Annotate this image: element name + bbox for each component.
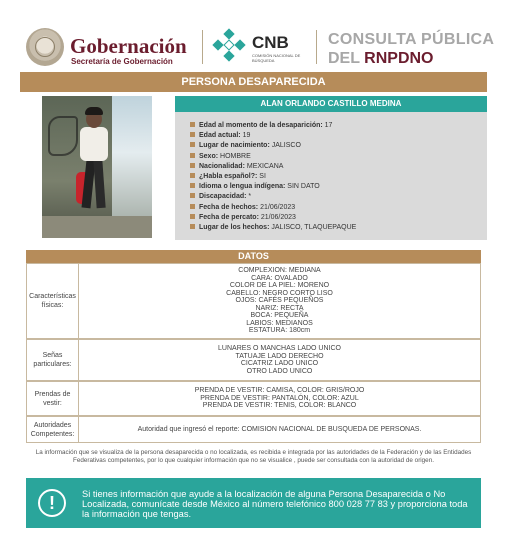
info-label: Fecha de percato:	[199, 213, 259, 221]
datos-line: CICATRIZ LADO UNICO	[240, 360, 319, 367]
person-name: ALAN ORLANDO CASTILLO MEDINA	[175, 96, 487, 112]
datos-values	[79, 340, 480, 380]
info-value: 21/06/2023	[260, 203, 296, 211]
footer-text: Si tienes información que ayude a la localización de alguna Persona Desaparecida o No Localizada, comunícate desde México al número telefónico 800 028 77 83 y proporciona toda la información que tengas.	[82, 489, 468, 519]
person-info-panel	[175, 112, 487, 240]
bullet-square-icon	[190, 183, 195, 188]
datos-values	[79, 264, 480, 338]
datos-line: NARIZ: RECTA	[255, 304, 304, 312]
info-label: Edad al momento de la desaparición:	[199, 122, 323, 129]
info-value: SIN DATO	[287, 183, 320, 191]
info-row	[190, 131, 487, 141]
info-value: SI	[259, 173, 266, 181]
info-value: 17	[324, 122, 333, 129]
datos-row-senas	[26, 339, 481, 381]
info-value: MEXICANA	[246, 162, 284, 170]
info-row	[190, 152, 487, 162]
datos-label: Autoridades Competentes:	[27, 417, 79, 442]
coat-of-arms-seal-icon	[26, 28, 64, 66]
datos-line: BOCA: PEQUEÑA	[250, 312, 309, 320]
datos-line: ESTATURA: 180cm	[248, 327, 311, 335]
bullet-square-icon	[190, 153, 195, 158]
contact-footer	[26, 478, 481, 528]
info-label: Fecha de hechos:	[199, 203, 259, 211]
datos-label: Prendas de vestir:	[27, 382, 79, 415]
info-value: 19	[242, 132, 251, 140]
alert-icon: !	[38, 489, 66, 517]
datos-line: Autoridad que ingresó el reporte: COMISION NACIONAL DE BUSQUEDA DE PERSONAS.	[137, 425, 422, 433]
consulta-title-line2: DEL RNPDNO	[328, 50, 434, 67]
info-row	[190, 213, 487, 223]
cnb-title: CNB	[252, 33, 289, 52]
bullet-square-icon	[190, 193, 195, 198]
datos-row-autoridades	[26, 416, 481, 443]
datos-line: COLOR DE LA PIEL: MORENO	[229, 282, 330, 290]
info-row	[190, 121, 487, 131]
datos-values	[79, 417, 480, 442]
datos-values	[79, 382, 480, 415]
bullet-square-icon	[190, 142, 195, 147]
gobernacion-title: Gobernación	[70, 34, 187, 58]
info-label: Lugar de nacimiento:	[199, 142, 270, 150]
cnb-logo-icon	[214, 30, 244, 60]
datos-label: Características físicas:	[27, 264, 79, 338]
info-row	[190, 162, 487, 172]
info-row	[190, 223, 487, 233]
info-value: *	[248, 193, 252, 201]
person-photo	[42, 96, 152, 238]
datos-line: TATUAJE LADO DERECHO	[235, 352, 324, 360]
info-row	[190, 192, 487, 202]
bullet-square-icon	[190, 214, 195, 219]
bullet-square-icon	[190, 122, 195, 127]
bullet-square-icon	[190, 204, 195, 209]
datos-line: LABIOS: MEDIANOS	[246, 319, 313, 327]
datos-line: PRENDA DE VESTIR: TENIS, COLOR: BLANCO	[202, 402, 357, 410]
info-row	[190, 141, 487, 151]
datos-row-prendas	[26, 381, 481, 416]
persona-desaparecida-banner: PERSONA DESAPARECIDA	[20, 72, 487, 92]
datos-line: LUNARES O MANCHAS LADO UNICO	[218, 345, 341, 352]
info-row	[190, 172, 487, 182]
info-value: JALISCO, TLAQUEPAQUE	[271, 224, 357, 232]
consulta-title-line1: CONSULTA PÚBLICA	[328, 31, 495, 48]
header-divider-2	[316, 30, 317, 64]
bullet-square-icon	[190, 163, 195, 168]
bullet-square-icon	[190, 132, 195, 137]
info-label: Sexo:	[199, 152, 219, 160]
info-label: Discapacidad:	[199, 193, 247, 201]
datos-line: PRENDA DE VESTIR: PANTALÓN, COLOR: AZUL	[200, 394, 359, 402]
datos-label: Señas particulares:	[27, 340, 79, 380]
disclaimer-text: La información que se visualiza de la persona desaparecida o no localizada, es recibida e integrada por las autoridades de la Federación y de las Entidades Federativas competentes, por lo que cualquier información que no se visualice , puede ser consultada con la autoridad de origen.	[35, 449, 472, 464]
info-label: Edad actual:	[199, 132, 241, 140]
info-value: 21/06/2023	[260, 213, 296, 221]
info-label: Nacionalidad:	[199, 162, 245, 170]
datos-header: DATOS	[26, 250, 481, 263]
info-row	[190, 182, 487, 192]
info-row	[190, 203, 487, 213]
bullet-square-icon	[190, 224, 195, 229]
datos-line: CARA: OVALADO	[251, 274, 308, 282]
info-value: JALISCO	[271, 142, 301, 150]
datos-row-caracteristicas	[26, 263, 481, 339]
datos-line: OJOS: CAFÉS PEQUEÑOS	[235, 297, 324, 305]
info-label: ¿Habla español?:	[199, 173, 258, 181]
datos-line: COMPLEXION: MEDIANA	[238, 267, 321, 275]
datos-line: OTRO LADO UNICO	[246, 367, 313, 375]
cnb-subtitle: COMISIÓN NACIONAL DE BÚSQUEDA	[252, 53, 301, 63]
gobernacion-subtitle: Secretaría de Gobernación	[71, 57, 173, 66]
header	[0, 0, 507, 68]
info-label: Idioma o lengua indígena:	[199, 183, 286, 191]
datos-line: PRENDA DE VESTIR: CAMISA, COLOR: GRIS/ROJO	[194, 387, 365, 395]
datos-line: CABELLO: NEGRO CORTO LISO	[226, 289, 333, 297]
header-divider	[202, 30, 203, 64]
info-label: Lugar de los hechos:	[199, 224, 270, 232]
bullet-square-icon	[190, 173, 195, 178]
info-value: HOMBRE	[220, 152, 251, 160]
